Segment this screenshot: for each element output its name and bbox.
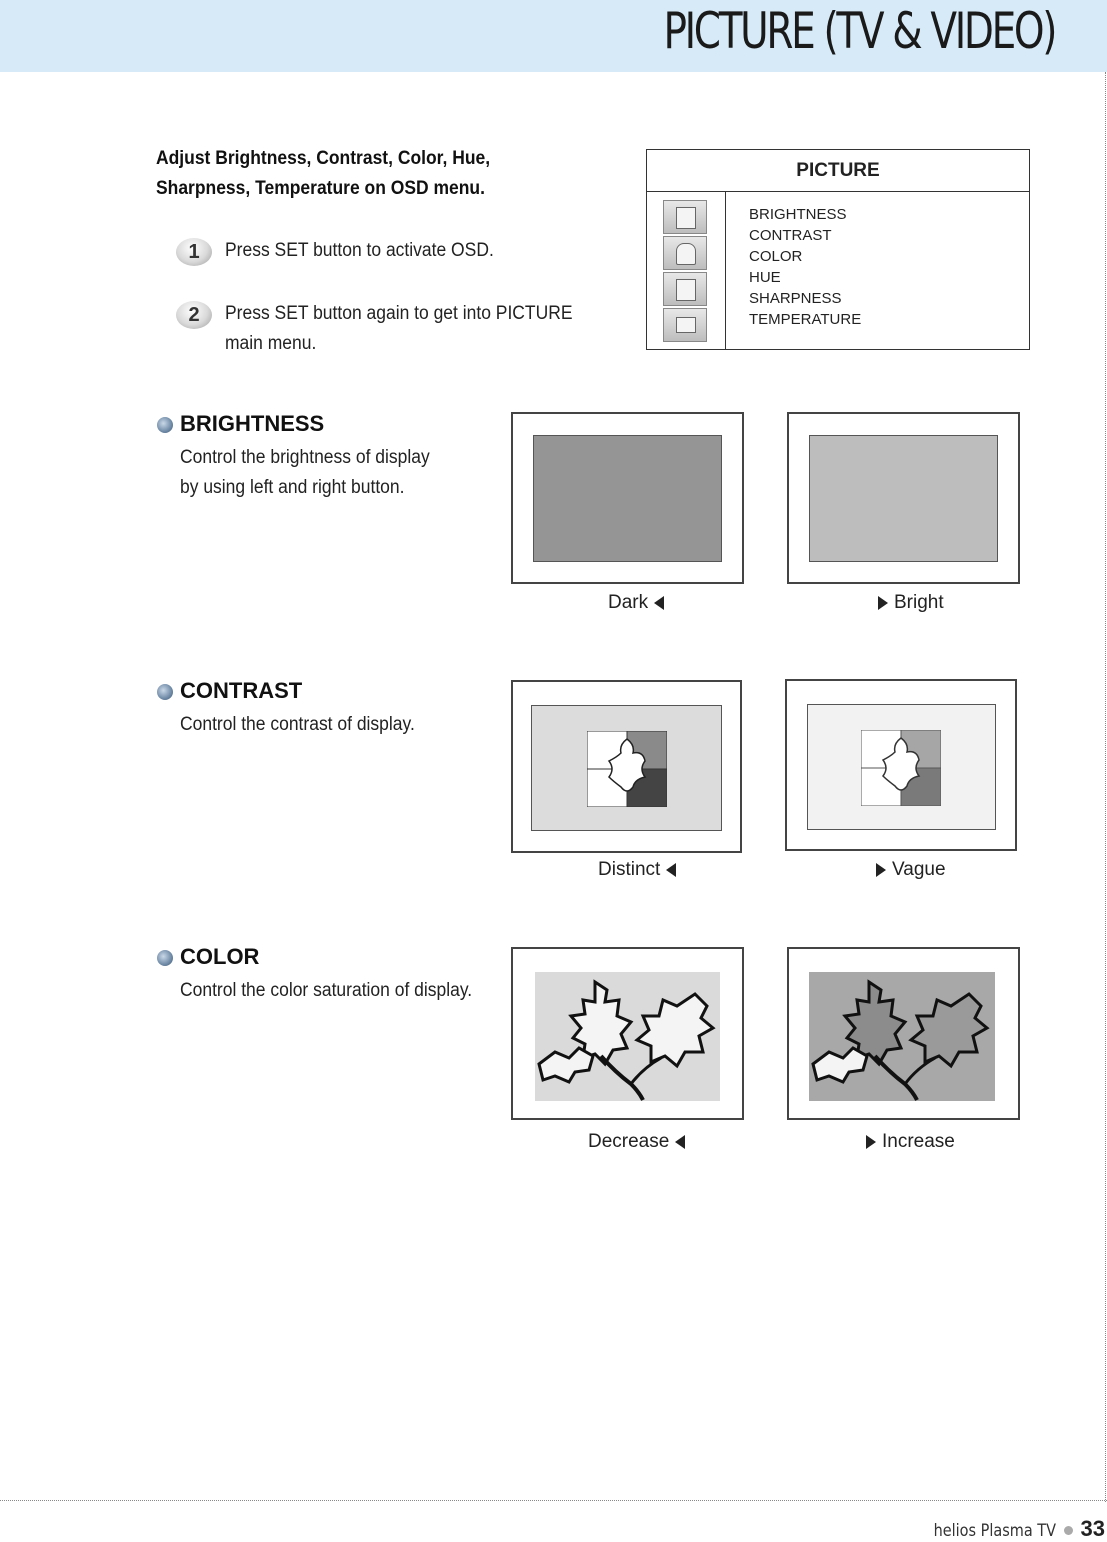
vague-screen: [807, 704, 996, 830]
color-desc-line-1: Control the color saturation of display.: [180, 980, 473, 1001]
puzzle-image: [587, 731, 667, 807]
footer-brand: helios Plasma TV: [933, 1521, 1056, 1541]
dark-screen: [533, 435, 722, 562]
dark-caption: [608, 592, 664, 614]
brightness-desc-line-1: Control the brightness of display: [180, 447, 430, 468]
step-text: Press SET button again to get into PICTURE main menu.: [225, 303, 573, 354]
osd-menu-items: [749, 204, 861, 330]
arrow-right-icon: [866, 1135, 876, 1149]
osd-icon-column: [647, 192, 726, 349]
picture-icon: [663, 200, 707, 234]
osd-menu: [646, 149, 1030, 350]
sound-icon: [663, 236, 707, 270]
bottom-dotted-border: [0, 1500, 1107, 1501]
osd-item-color: COLOR: [749, 248, 803, 265]
section-bullet-icon: [157, 417, 173, 433]
color-description: [180, 976, 474, 1006]
arrow-right-icon: [878, 596, 888, 610]
brightness-desc-line-2: by using left and right button.: [180, 477, 405, 498]
osd-item-contrast: CONTRAST: [749, 227, 832, 244]
vague-tv-frame: [785, 679, 1017, 851]
decrease-screen: [535, 972, 720, 1101]
brightness-title: BRIGHTNESS: [180, 411, 325, 436]
distinct-caption: [598, 859, 676, 881]
intro-line-1: Adjust Brightness, Contrast, Color, Hue,: [156, 148, 491, 169]
footer-dot-icon: [1064, 1526, 1073, 1535]
page-title: PICTURE (TV & VIDEO): [663, 2, 1055, 60]
bright-label: Bright: [894, 592, 944, 613]
arrow-left-icon: [666, 863, 676, 877]
intro-text: [156, 144, 542, 204]
tv-icon: [663, 308, 707, 342]
contrast-title: CONTRAST: [180, 678, 303, 703]
section-bullet-icon: [157, 684, 173, 700]
intro-line-2: Sharpness, Temperature on OSD menu.: [156, 178, 485, 199]
osd-item-brightness: BRIGHTNESS: [749, 206, 847, 223]
vague-caption: [876, 859, 946, 881]
leaf-image: [809, 972, 995, 1101]
osd-item-hue: HUE: [749, 269, 781, 286]
arrow-left-icon: [654, 596, 664, 610]
dark-label: Dark: [608, 592, 649, 613]
bright-screen: [809, 435, 998, 562]
increase-screen: [809, 972, 995, 1101]
osd-item-sharpness: SHARPNESS: [749, 290, 842, 307]
osd-menu-title: PICTURE: [647, 150, 1029, 192]
decrease-tv-frame: [511, 947, 744, 1120]
decrease-caption: [588, 1131, 685, 1153]
decrease-label: Decrease: [588, 1131, 670, 1152]
arrow-left-icon: [675, 1135, 685, 1149]
page-number: 33: [1080, 1516, 1105, 1541]
puzzle-image: [861, 730, 941, 806]
right-dotted-border: [1105, 72, 1106, 1502]
section-bullet-icon: [157, 950, 173, 966]
brightness-description: [180, 443, 474, 503]
page-footer: [912, 1516, 1105, 1542]
vague-label: Vague: [892, 859, 946, 880]
contrast-desc-line-1: Control the contrast of display.: [180, 714, 415, 735]
increase-tv-frame: [787, 947, 1020, 1120]
bright-caption: [878, 592, 944, 614]
bright-tv-frame: [787, 412, 1020, 584]
step-number-badge: 2: [176, 301, 212, 329]
dark-tv-frame: [511, 412, 744, 584]
step-number-badge: 1: [176, 238, 212, 266]
setup-icon: [663, 272, 707, 306]
increase-label: Increase: [882, 1131, 955, 1152]
leaf-image: [535, 972, 720, 1101]
osd-item-temperature: TEMPERATURE: [749, 311, 862, 328]
step-text: Press SET button to activate OSD.: [225, 240, 494, 261]
distinct-label: Distinct: [598, 859, 661, 880]
distinct-screen: [531, 705, 722, 831]
arrow-right-icon: [876, 863, 886, 877]
contrast-description: [180, 710, 474, 740]
increase-caption: [866, 1131, 955, 1153]
distinct-tv-frame: [511, 680, 742, 853]
color-title: COLOR: [180, 944, 260, 969]
